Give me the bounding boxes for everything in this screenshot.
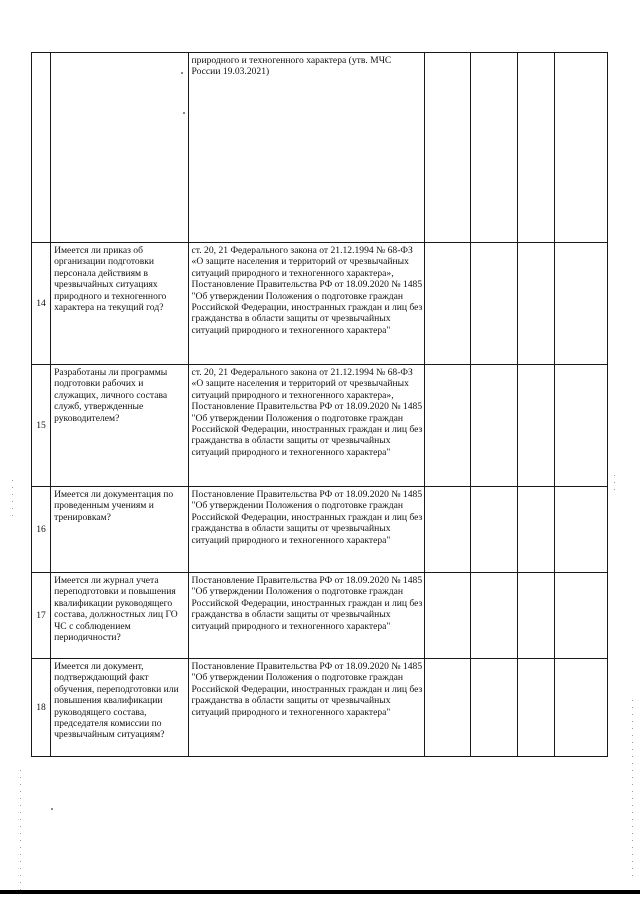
table-row — [32, 573, 608, 659]
scan-bottom-edge — [0, 890, 640, 894]
answer-na-cell — [517, 53, 554, 243]
remarks-cell — [554, 659, 607, 757]
checklist-table — [31, 52, 608, 757]
answer-na-cell — [517, 573, 554, 659]
scan-artifact — [12, 480, 13, 520]
row-number-cell: 15 — [32, 365, 51, 487]
row-number-cell: 17 — [32, 573, 51, 659]
answer-yes-cell — [425, 53, 470, 243]
remarks-cell — [554, 53, 607, 243]
row-number-cell: 14 — [32, 243, 51, 365]
scan-artifact — [183, 112, 185, 114]
legal-reference-cell: ст. 20, 21 Федерального закона от 21.12.1994 № 68-ФЗ «О защите населения и территорий от чрезвычайных ситуаций природного и техногенного характера», Постановление Правительства РФ от 18.09.2020 № 1485 "Об утверждении Положения о подготовке граждан Российской Федерации, иностранных граждан и лиц без гражданства в области защиты от чрезвычайных ситуаций природного и техногенного характера" — [188, 365, 425, 487]
scan-artifact — [181, 72, 183, 74]
answer-yes-cell — [425, 659, 470, 757]
scan-artifact — [20, 770, 21, 890]
answer-yes-cell — [425, 573, 470, 659]
question-cell: Разработаны ли программы подготовки рабочих и служащих, личного состава служб, утвержденные руководителем? — [51, 365, 188, 487]
remarks-cell — [554, 487, 607, 573]
answer-no-cell — [470, 365, 517, 487]
row-number-cell: 18 — [32, 659, 51, 757]
answer-na-cell — [517, 365, 554, 487]
answer-na-cell — [517, 487, 554, 573]
legal-reference-cell: Постановление Правительства РФ от 18.09.2020 № 1485 "Об утверждении Положения о подготовке граждан Российской Федерации, иностранных граждан и лиц без гражданства в области защиты от чрезвычайных ситуаций природного и техногенного характера" — [188, 573, 425, 659]
legal-reference-cell: Постановление Правительства РФ от 18.09.2020 № 1485 "Об утверждении Положения о подготовке граждан Российской Федерации, иностранных граждан и лиц без гражданства в области защиты от чрезвычайных ситуаций природного и техногенного характера" — [188, 487, 425, 573]
answer-no-cell — [470, 243, 517, 365]
remarks-cell — [554, 365, 607, 487]
table-row — [32, 659, 608, 757]
scan-artifact — [614, 475, 615, 495]
table-row — [32, 487, 608, 573]
answer-no-cell — [470, 659, 517, 757]
legal-reference-cell: природного и техногенного характера (утв. МЧС России 19.03.2021) — [188, 53, 425, 243]
question-cell — [51, 53, 188, 243]
answer-no-cell — [470, 573, 517, 659]
answer-no-cell — [470, 487, 517, 573]
question-cell: Имеется ли приказ об организации подготовки персонала действиям в чрезвычайных ситуациях природного и техногенного характера на текущий год? — [51, 243, 188, 365]
answer-na-cell — [517, 243, 554, 365]
table-row-continuation — [32, 53, 608, 243]
legal-reference-cell: ст. 20, 21 Федерального закона от 21.12.1994 № 68-ФЗ «О защите населения и территорий от чрезвычайных ситуаций природного и техногенного характера», Постановление Правительства РФ от 18.09.2020 № 1485 "Об утверждении Положения о подготовке граждан Российской Федерации, иностранных граждан и лиц без гражданства в области защиты от чрезвычайных ситуаций природного и техногенного характера" — [188, 243, 425, 365]
answer-na-cell — [517, 659, 554, 757]
answer-yes-cell — [425, 365, 470, 487]
legal-reference-cell: Постановление Правительства РФ от 18.09.2020 № 1485 "Об утверждении Положения о подготовке граждан Российской Федерации, иностранных граждан и лиц без гражданства в области защиты от чрезвычайных ситуаций природного и техногенного характера" — [188, 659, 425, 757]
answer-no-cell — [470, 53, 517, 243]
question-cell: Имеется ли журнал учета переподготовки и повышения квалификации руководящего состава, должностных лиц ГО ЧС с соблюдением периодичности? — [51, 573, 188, 659]
row-number-cell — [32, 53, 51, 243]
answer-yes-cell — [425, 243, 470, 365]
remarks-cell — [554, 573, 607, 659]
table-row — [32, 365, 608, 487]
scan-artifact — [632, 700, 633, 880]
question-cell: Имеется ли документ, подтверждающий факт обучения, переподготовки или повышения квалификации руководящего состава, председателя комиссии по чрезвычайным ситуациям? — [51, 659, 188, 757]
answer-yes-cell — [425, 487, 470, 573]
remarks-cell — [554, 243, 607, 365]
scan-artifact — [51, 808, 53, 810]
question-cell: Имеется ли документация по проведенным учениям и тренировкам? — [51, 487, 188, 573]
row-number-cell: 16 — [32, 487, 51, 573]
table-row — [32, 243, 608, 365]
